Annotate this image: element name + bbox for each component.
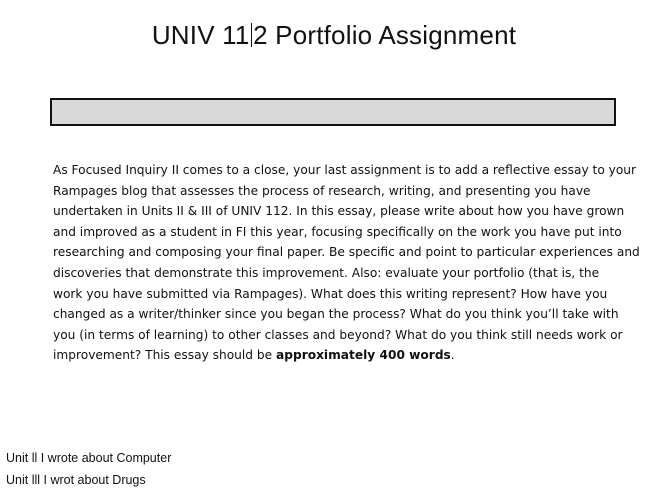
paragraph-line-text: improvement? This essay should be xyxy=(53,348,277,363)
paragraph-line: changed as a writer/thinker since you began the process? What do you think you’ll take with xyxy=(53,307,619,322)
page-title xyxy=(0,20,668,51)
gray-banner-bar xyxy=(50,98,616,126)
paragraph-line: researching and composing your final paper. Be specific and point to particular experiences and xyxy=(53,245,640,260)
paragraph-line: Rampages blog that assesses the process of research, writing, and presenting you have xyxy=(53,183,591,198)
paragraph-line: work you have submitted via Rampages). What does this writing represent? How have you xyxy=(53,286,608,301)
paragraph-line: discoveries that demonstrate this improvement. Also: evaluate your portfolio (that is, the xyxy=(53,265,600,280)
paragraph-line: and improved as a student in FI this year, focusing specifically on the work you have put into xyxy=(53,224,622,239)
paragraph-line: undertaken in Units II & III of UNIV 112. In this essay, please write about how you have grown xyxy=(53,204,625,219)
assignment-paragraph xyxy=(53,160,640,366)
note-unit-2: Unit ll I wrote about Computer xyxy=(6,451,172,465)
note-unit-3: Unit lll I wrot about Drugs xyxy=(6,473,146,487)
paragraph-line: As Focused Inquiry II comes to a close, your last assignment is to add a reflective essay to your xyxy=(53,163,637,177)
title-part-1: UNIV 11 xyxy=(151,20,250,50)
title-part-2: 2 Portfolio Assignment xyxy=(253,20,517,50)
paragraph-last-line xyxy=(53,345,619,366)
text-cursor xyxy=(251,23,253,47)
paragraph-line: you (in terms of learning) to other classes and beyond? What do you think still needs work or xyxy=(53,327,623,342)
period: . xyxy=(450,348,455,363)
word-count-emphasis: approximately 400 words xyxy=(276,348,451,363)
